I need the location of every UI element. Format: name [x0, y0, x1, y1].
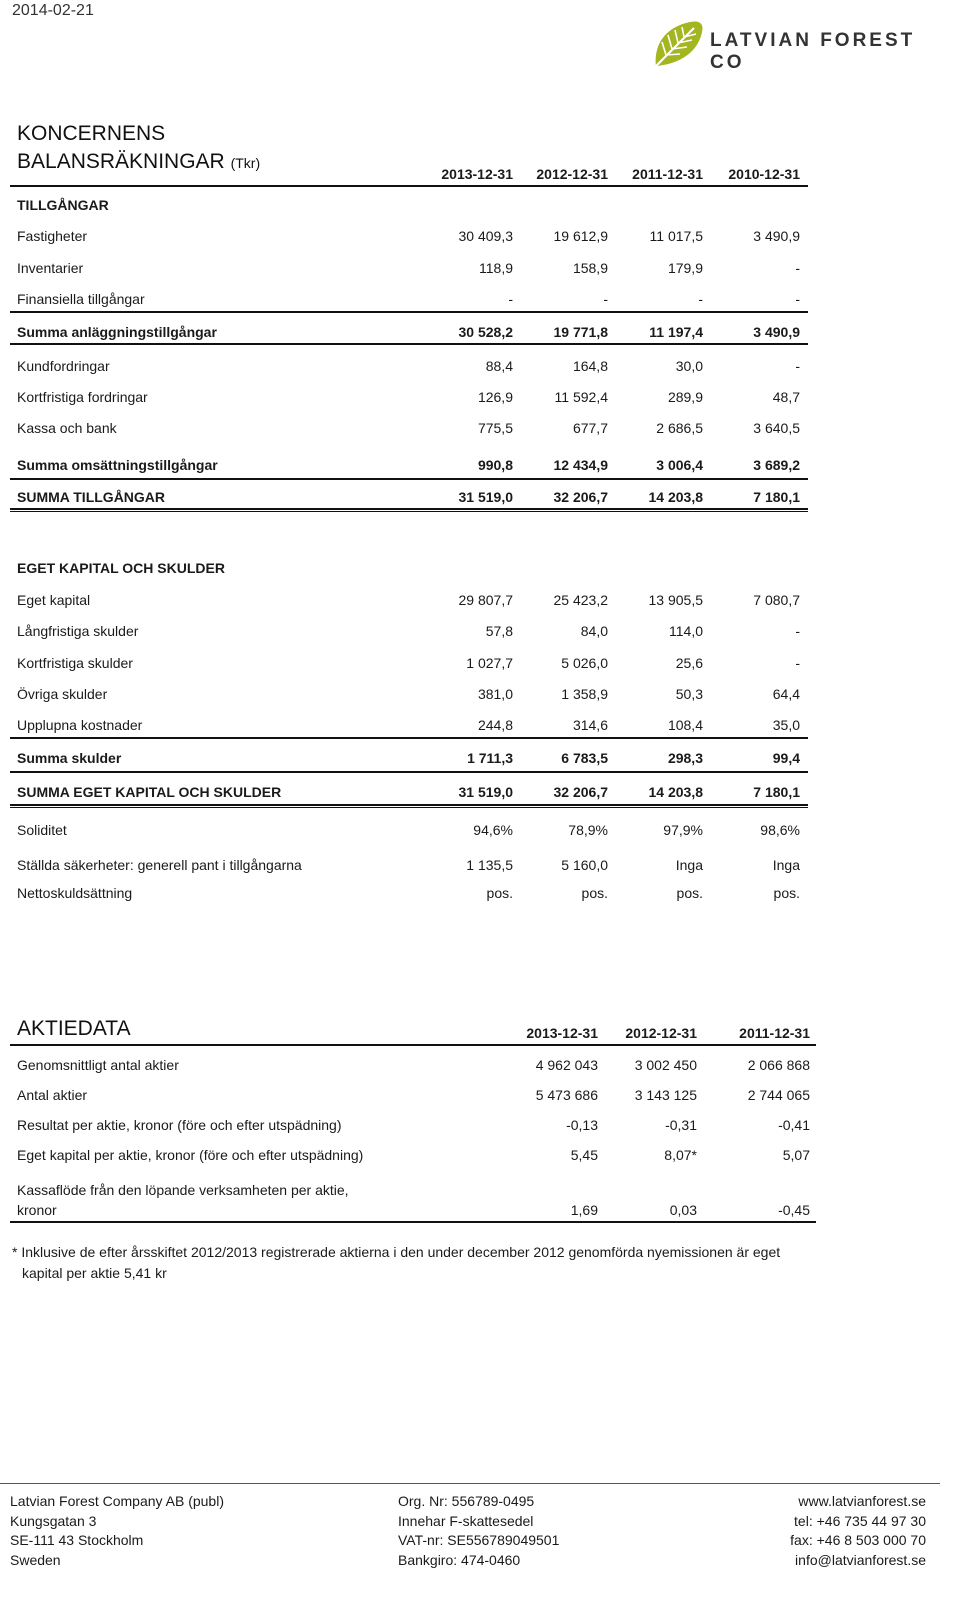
footer-phone: tel: +46 735 44 97 30	[794, 1512, 926, 1529]
aktie-row-value: 5,45	[570, 1147, 598, 1163]
footer-country: Sweden	[10, 1551, 61, 1568]
row-label: Kortfristiga fordringar	[17, 389, 148, 405]
aktie-row-value: 4 962 043	[535, 1057, 598, 1073]
table-row	[17, 857, 827, 877]
row-value: 7 180,1	[753, 784, 800, 800]
row-value: 5 160,0	[561, 857, 608, 873]
row-value: 32 206,7	[553, 489, 608, 505]
row-value: 11 197,4	[649, 324, 703, 340]
aktie-row-value: -0,45	[778, 1202, 810, 1218]
summary-row	[17, 750, 827, 770]
row-value: 3 490,9	[753, 324, 800, 340]
row-value: 25,6	[675, 655, 703, 671]
row-value: 990,8	[477, 457, 513, 473]
section-heading	[17, 197, 827, 217]
footer-website[interactable]: www.latvianforest.se	[798, 1493, 926, 1509]
row-label: Kundfordringar	[17, 358, 110, 374]
table-row	[17, 260, 827, 280]
row-value: 88,4	[485, 358, 513, 374]
row-value: 677,7	[572, 420, 608, 436]
aktie-row-value: -0,13	[566, 1117, 598, 1133]
row-value: 30 409,3	[458, 228, 513, 244]
table-rule	[10, 311, 808, 313]
row-value: -	[508, 291, 513, 307]
section-heading-label: EGET KAPITAL OCH SKULDER	[17, 560, 225, 576]
row-label: Ställda säkerheter: generell pant i tillgångarna	[17, 857, 302, 873]
row-value: 35,0	[772, 717, 800, 733]
row-value: 244,8	[477, 717, 513, 733]
footer-divider	[0, 1483, 940, 1484]
leaf-logo-icon	[650, 18, 706, 70]
aktie-row-label: Antal aktier	[17, 1087, 88, 1103]
table-row	[17, 228, 827, 248]
row-value: -	[795, 623, 800, 639]
row-value: 1 711,3	[467, 750, 513, 766]
row-label: Kortfristiga skulder	[17, 655, 133, 671]
row-value: 314,6	[572, 717, 608, 733]
aktie-column-header-2011-12-31: 2011-12-31	[739, 1025, 810, 1041]
aktie-row-label: Genomsnittligt antal aktier	[17, 1057, 179, 1073]
table-row	[17, 686, 827, 706]
row-value: Inga	[772, 857, 800, 873]
row-value: 775,5	[477, 420, 513, 436]
row-value: 32 206,7	[553, 784, 608, 800]
row-value: 14 203,8	[648, 784, 703, 800]
row-value: 78,9%	[568, 822, 608, 838]
column-header-2011-12-31: 2011-12-31	[632, 166, 703, 182]
row-label: Soliditet	[17, 822, 67, 838]
aktiedata-title: AKTIEDATA	[17, 1017, 131, 1040]
summary-row	[17, 457, 827, 477]
row-value: 98,6%	[760, 822, 800, 838]
row-label: Finansiella tillgångar	[17, 291, 145, 307]
footer-city: SE-111 43 Stockholm	[10, 1532, 144, 1548]
row-value: 1 027,7	[466, 655, 513, 671]
table-rule	[10, 804, 808, 806]
footer-fax: fax: +46 8 503 000 70	[790, 1532, 926, 1548]
aktie-row-value: 1,69	[570, 1202, 598, 1218]
column-header-2013-12-31: 2013-12-31	[441, 166, 513, 182]
row-value: 30 528,2	[458, 324, 513, 340]
balance-title-line1: KONCERNENS	[17, 122, 166, 145]
footnote	[12, 1242, 852, 1284]
aktie-row-value: -0,41	[778, 1117, 810, 1133]
cashflow-label-line2: kronor	[17, 1202, 57, 1218]
row-label: SUMMA TILLGÅNGAR	[17, 489, 166, 505]
row-value: Inga	[675, 857, 703, 873]
row-value: 31 519,0	[458, 784, 513, 800]
row-value: 381,0	[477, 686, 513, 702]
summary-row	[17, 324, 827, 344]
row-value: 1 358,9	[561, 686, 608, 702]
row-value: 108,4	[667, 717, 703, 733]
footnote-line1: * Inklusive de efter årsskiftet 2012/2013 registrerade aktierna i den under december 2012 genomförda nyemissionen är eget	[12, 1244, 781, 1260]
section-heading	[17, 560, 827, 580]
row-value: 7 080,7	[753, 592, 800, 608]
summary-row	[17, 489, 827, 509]
row-value: pos.	[773, 885, 800, 901]
aktie-row-value: 3 002 450	[634, 1057, 697, 1073]
section-heading-label: TILLGÅNGAR	[17, 197, 109, 213]
row-label: Långfristiga skulder	[17, 623, 139, 639]
row-label: Summa skulder	[17, 750, 122, 766]
row-value: 19 612,9	[553, 228, 608, 244]
table-rule	[10, 508, 808, 510]
row-value: 298,3	[667, 750, 703, 766]
row-label: Fastigheter	[17, 228, 88, 244]
row-value: 97,9%	[663, 822, 703, 838]
row-value: 114,0	[669, 623, 703, 639]
footer-vat: VAT-nr: SE556789049501	[398, 1532, 560, 1548]
footer-registration	[398, 1492, 559, 1570]
row-value: 6 783,5	[561, 750, 608, 766]
row-value: 158,9	[572, 260, 608, 276]
row-value: -	[698, 291, 703, 307]
table-row	[17, 717, 827, 737]
aktie-column-header-2013-12-31: 2013-12-31	[526, 1025, 598, 1041]
row-value: 94,6%	[473, 822, 513, 838]
aktie-row-value: 8,07*	[664, 1147, 697, 1163]
row-label: Eget kapital	[17, 592, 91, 608]
row-value: 118,9	[479, 260, 513, 276]
row-label: SUMMA EGET KAPITAL OCH SKULDER	[17, 784, 282, 800]
column-header-2010-12-31: 2010-12-31	[728, 166, 800, 182]
aktie-row-value: 3 143 125	[634, 1087, 697, 1103]
row-label: Nettoskuldsättning	[17, 885, 133, 901]
table-row	[17, 885, 827, 905]
row-value: pos.	[676, 885, 703, 901]
row-value: 64,4	[772, 686, 800, 702]
row-value: 99,4	[772, 750, 800, 766]
row-value: -	[795, 291, 800, 307]
footer-bankgiro: Bankgiro: 474-0460	[398, 1551, 521, 1568]
table-rule	[10, 737, 808, 739]
table-rule	[10, 343, 808, 345]
row-value: pos.	[581, 885, 608, 901]
row-label: Övriga skulder	[17, 686, 108, 702]
row-label: Summa anläggningstillgångar	[17, 324, 217, 340]
table-rule	[10, 511, 808, 512]
row-value: 3 640,5	[753, 420, 800, 436]
row-label: Summa omsättningstillgångar	[17, 457, 218, 473]
aktie-row-value: -0,31	[665, 1117, 697, 1133]
table-row	[17, 291, 827, 311]
row-value: 179,9	[667, 260, 703, 276]
table-row	[17, 358, 827, 378]
footer-tax: Innehar F-skattesedel	[398, 1512, 534, 1529]
row-value: 3 490,9	[753, 228, 800, 244]
table-row	[17, 655, 827, 675]
row-value: 14 203,8	[648, 489, 703, 505]
row-value: 164,8	[572, 358, 608, 374]
row-value: 7 180,1	[753, 489, 800, 505]
row-value: -	[795, 358, 800, 374]
row-value: 84,0	[580, 623, 608, 639]
footer-company-name: Latvian Forest Company AB (publ)	[10, 1493, 224, 1509]
row-value: 126,9	[477, 389, 513, 405]
balance-title-unit: (Tkr)	[230, 155, 261, 171]
row-value: 19 771,8	[553, 324, 608, 340]
footer-contact	[790, 1492, 926, 1570]
table-row	[17, 592, 827, 612]
row-value: 57,8	[485, 623, 513, 639]
footer-company-address	[10, 1492, 224, 1570]
aktie-column-header-2012-12-31: 2012-12-31	[625, 1025, 697, 1041]
table-rule	[10, 807, 808, 808]
row-label: Upplupna kostnader	[17, 717, 143, 733]
table-row	[17, 420, 827, 440]
row-value: pos.	[486, 885, 513, 901]
aktie-row-label: Eget kapital per aktie, kronor (före och efter utspädning)	[17, 1147, 364, 1163]
row-label: Inventarier	[17, 260, 84, 276]
footer-org-nr: Org. Nr: 556789-0495	[398, 1493, 535, 1509]
row-value: -	[603, 291, 608, 307]
row-value: 11 017,5	[649, 228, 703, 244]
footer-email[interactable]: info@latvianforest.se	[795, 1551, 926, 1568]
table-rule	[10, 771, 808, 773]
row-value: 25 423,2	[553, 592, 608, 608]
row-value: 31 519,0	[458, 489, 513, 505]
aktie-bottom-rule	[10, 1221, 816, 1223]
balance-title-line2: BALANSRÄKNINGAR (Tkr)	[17, 150, 261, 173]
row-value: 50,3	[675, 686, 703, 702]
company-logo	[650, 18, 940, 74]
cashflow-label-line1: Kassaflöde från den löpande verksamheten per aktie,	[17, 1182, 349, 1198]
aktie-row-value: 5 473 686	[535, 1087, 598, 1103]
table-row	[17, 389, 827, 409]
row-value: 30,0	[675, 358, 703, 374]
table-rule	[10, 478, 808, 480]
logo-wordmark: LATVIAN FOREST CO	[710, 30, 916, 73]
row-value: 5 026,0	[561, 655, 608, 671]
aktie-row-value: 2 066 868	[747, 1057, 810, 1073]
summary-row	[17, 784, 827, 804]
row-value: 289,9	[667, 389, 703, 405]
table-row	[17, 623, 827, 643]
aktie-row-value: 2 744 065	[747, 1087, 810, 1103]
aktie-row-value: 5,07	[782, 1147, 810, 1163]
row-value: 11 592,4	[554, 389, 608, 405]
row-value: 2 686,5	[656, 420, 703, 436]
aktie-row-label: Resultat per aktie, kronor (före och efter utspädning)	[17, 1117, 342, 1133]
footnote-line2: kapital per aktie 5,41 kr	[22, 1265, 167, 1281]
table-row	[17, 822, 827, 842]
row-value: 13 905,5	[648, 592, 703, 608]
aktie-header-rule	[10, 1044, 816, 1046]
aktie-row-value: 0,03	[669, 1202, 697, 1218]
row-value: 12 434,9	[553, 457, 608, 473]
row-value: 3 689,2	[753, 457, 800, 473]
document-date: 2014-02-21	[12, 2, 94, 19]
column-header-2012-12-31: 2012-12-31	[536, 166, 608, 182]
row-value: 29 807,7	[458, 592, 513, 608]
footer-street: Kungsgatan 3	[10, 1512, 97, 1529]
header-rule	[10, 185, 808, 187]
row-value: -	[795, 655, 800, 671]
row-value: 48,7	[772, 389, 800, 405]
row-label: Kassa och bank	[17, 420, 117, 436]
row-value: -	[795, 260, 800, 276]
row-value: 1 135,5	[466, 857, 513, 873]
row-value: 3 006,4	[656, 457, 703, 473]
